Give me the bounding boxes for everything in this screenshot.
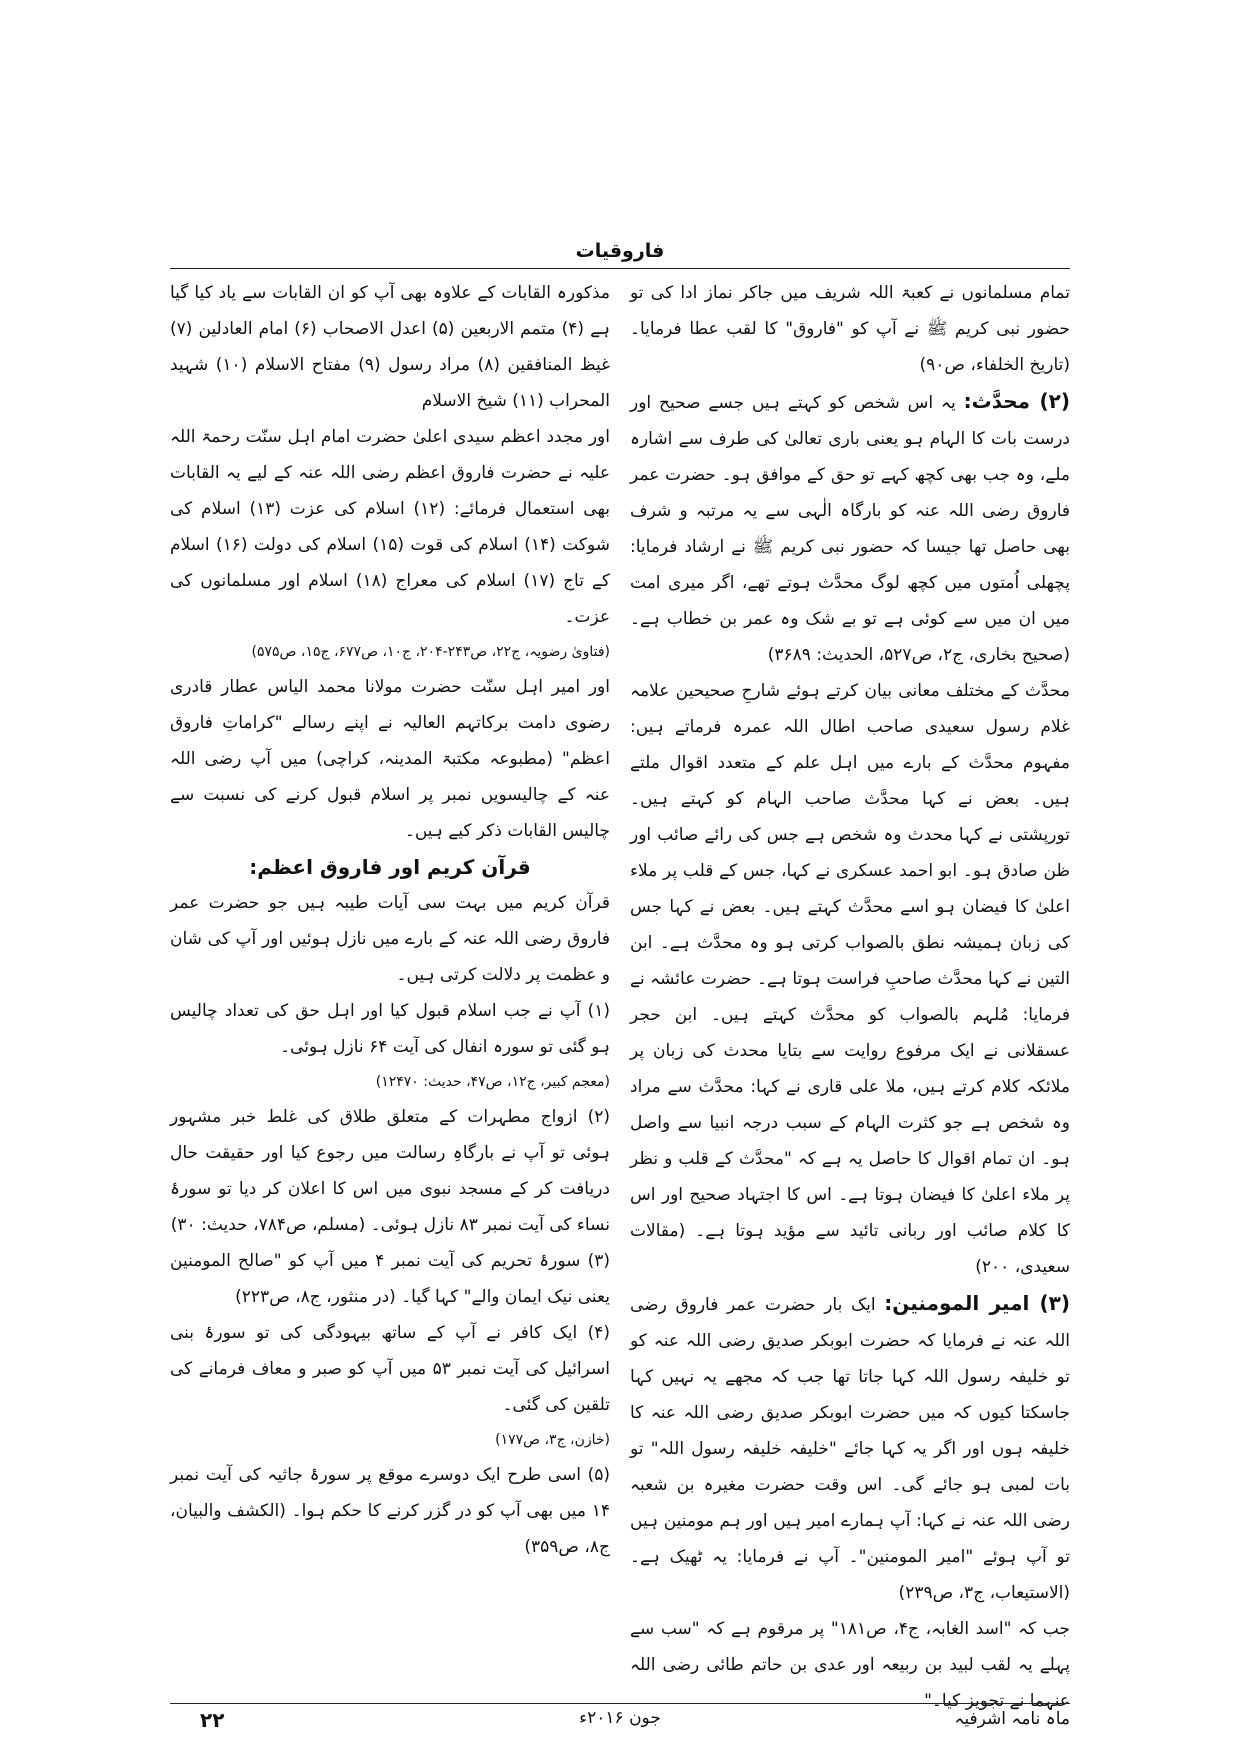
footer-rule bbox=[170, 1703, 1070, 1704]
left-paragraph bbox=[170, 993, 610, 1065]
left-paragraph bbox=[170, 1243, 610, 1315]
right-paragraph bbox=[630, 383, 1070, 673]
paragraph-text: (۵) اسی طرح ایک دوسرے موقع پر سورۂ جاثیہ کی آیت نمبر ۱۴ میں بھی آپ کو در گزر کرنے کا حکم ہوا۔ (الکشف والبیان، ج۸، ص۳۵۹) bbox=[170, 1465, 610, 1557]
paragraph-text: (۱) آپ نے جب اسلام قبول کیا اور اہل حق کی تعداد چالیس ہو گئی تو سورہ انفال کی آیت ۶۴ نازل ہوئی۔ bbox=[170, 1001, 610, 1057]
left-column bbox=[170, 275, 610, 1700]
page-footer bbox=[170, 1708, 1070, 1742]
paragraph-text: اور امیر اہل سنّت حضرت مولانا محمد الیاس عطار قادری رضوی دامت برکاتہم العالیہ نے اپنے رسالے "کراماتِ فاروق اعظم" (مطبوعہ مکتبۃ المدینہ، کراچی) میں آپ رضی اللہ عنہ کے چالیسویں نمبر پر اسلام قبول کرنے کی نسبت سے چالیس القابات ذکر کیے ہیں۔ bbox=[170, 677, 610, 841]
left-citation bbox=[170, 1065, 610, 1099]
magazine-name: ماہ نامہ اشرفیہ bbox=[954, 1709, 1070, 1729]
right-column bbox=[630, 275, 1070, 1711]
paragraph-text: محدَّث کے مختلف معانی بیان کرتے ہوئے شارحِ صحیحین علامہ غلام رسول سعیدی صاحب اطال اللہ عمرہ فرماتے ہیں: مفہوم محدَّث کے بارے میں اہل علم کے متعدد اقوال ملتے ہیں۔ بعض نے کہا محدَّث صاحب الہام کو کہتے ہیں۔ تورپشتی نے کہا محدث وہ شخص ہے جس کی رائے صائب اور ظن صادق ہو۔ ابو احمد عسکری نے کہا، جس کے قلب پر ملاء اعلیٰ کا فیضان ہو اسے محدَّث کہتے ہیں۔ بعض نے کہا جس کی زبان ہمیشہ نطق بالصواب کرتی ہو وہ محدَّث ہے۔ ابن التین نے کہا محدَّث صاحبِ فراست ہوتا ہے۔ حضرت عائشہ نے فرمایا: مُلہم بالصواب کو محدَّث کہتے ہیں۔ ابن حجر عسقلانی نے ایک مرفوع روایت سے بتایا محدث کی زبان پر ملائکہ کلام کرتے ہیں، ملا علی قاری نے کہا: محدَّث سے مراد وہ شخص ہے جو کثرت الہام کے سبب درجہ انبیا سے واصل ہو۔ ان تمام اقوال کا حاصل یہ ہے کہ "محدَّث کے قلب و نظر پر ملاء اعلیٰ کا فیضان ہوتا ہے۔ اس کا اجتہاد صحیح اور اس کا کلام صائب اور ربانی تائید سے مؤید ہوتا ہے۔ (مقالات سعیدی، ۲۰۰) bbox=[630, 681, 1070, 1277]
right-paragraph bbox=[630, 1285, 1070, 1611]
left-paragraph bbox=[170, 669, 610, 849]
issue-date: جون ۲۰۱۶ء bbox=[579, 1708, 661, 1728]
left-subheading bbox=[170, 849, 610, 885]
paragraph-text: (خازن، ج۳، ص۱۷۷) bbox=[495, 1432, 610, 1448]
left-paragraph bbox=[170, 885, 610, 993]
left-citation bbox=[170, 635, 610, 669]
left-paragraph bbox=[170, 419, 610, 635]
paragraph-text: قرآن کریم میں بہت سی آیات طیبہ ہیں جو حضرت عمر فاروق رضی اللہ عنہ کے بارے میں نازل ہوئیں اور آپ کی شان و عظمت پر دلالت کرتی ہیں۔ bbox=[170, 893, 610, 985]
paragraph-text: (۴) ایک کافر نے آپ کے ساتھ بیہودگی کی تو سورۂ بنی اسرائیل کی آیت نمبر ۵۳ میں آپ کو صبر و معاف فرمانے کی تلقین کی گئی۔ bbox=[170, 1323, 610, 1415]
paragraph-text: مذکورہ القابات کے علاوہ بھی آپ کو ان القابات سے یاد کیا گیا ہے (۴) متمم الاربعین (۵) اعدل الاصحاب (۶) امام العادلین (۷) غیظ المنافقین (۸) مراد رسول (۹) مفتاح الاسلام (۱۰) شہید المحراب (۱۱) شیخ الاسلام bbox=[170, 283, 611, 411]
left-paragraph bbox=[170, 1315, 610, 1423]
paragraph-text: (معجم کبیر، ج۱۲، ص۴۷، حدیث: ۱۲۴۷۰) bbox=[375, 1074, 610, 1090]
page-number: ۲۲ bbox=[200, 1708, 225, 1732]
right-paragraph bbox=[630, 673, 1070, 1285]
right-paragraph bbox=[630, 275, 1070, 383]
paragraph-text: جب کہ "اسد الغابہ، ج۴، ص۱۸۱" پر مرقوم ہے کہ "سب سے پہلے یہ لقب لبید بن ربیعہ اور عدی بن حاتم طائی رضی اللہ عنہما نے تجویز کیا۔" bbox=[630, 1619, 1070, 1711]
left-paragraph bbox=[170, 275, 610, 419]
paragraph-text: یہ اس شخص کو کہتے ہیں جسے صحیح اور درست بات کا الہام ہو یعنی باری تعالیٰ کی طرف سے اشارہ ملے، وہ جب بھی کچھ کہے تو حق کے موافق ہو۔ حضرت عمر فاروق رضی اللہ عنہ کو بارگاہ الٰہی سے یہ مرتبہ و شرف بھی حاصل تھا جیسا کہ حضور نبی کریم ﷺ نے ارشاد فرمایا: پچھلی اُمتوں میں کچھ لوگ محدَّث ہوتے تھے، اگر میری امت میں ان میں سے کوئی ہے تو بے شک وہ عمر بن خطاب ہے۔ (صحیح بخاری، ج۲، ص۵۲۷، الحدیث: ۳۶۸۹) bbox=[630, 393, 1070, 665]
left-paragraph bbox=[170, 1457, 610, 1565]
paragraph-text: تمام مسلمانوں نے کعبۃ اللہ شریف میں جاکر نماز ادا کی تو حضور نبی کریم ﷺ نے آپ کو "فاروق" کا لقب عطا فرمایا۔ (تاریخ الخلفاء، ص۹۰) bbox=[630, 283, 1070, 375]
running-title: فاروقیات bbox=[575, 240, 665, 262]
section-lead: (۳) امیر المومنین: bbox=[884, 1291, 1070, 1315]
left-paragraph bbox=[170, 1099, 610, 1243]
paragraph-text: (۲) ازواج مطہرات کے متعلق طلاق کی غلط خبر مشہور ہوئی تو آپ نے بارگاہِ رسالت میں رجوع کیا اور حقیقت حال دریافت کر کے مسجد نبوی میں اس کا اعلان کر دیا تو سورۂ نساء کی آیت نمبر ۸۳ نازل ہوئی۔ (مسلم، ص۷۸۴، حدیث: ۳۰) bbox=[170, 1107, 610, 1235]
left-citation bbox=[170, 1423, 610, 1457]
paragraph-text: اور مجدد اعظم سیدی اعلیٰ حضرت امام اہل سنّت رحمۃ اللہ علیہ نے حضرت فاروق اعظم رضی اللہ عنہ کے لیے یہ القابات بھی استعمال فرمائے: (۱۲) اسلام کی عزت (۱۳) اسلام کی شوکت (۱۴) اسلام کی قوت (۱۵) اسلام کی دولت (۱۶) اسلام کے تاج (۱۷) اسلام کی معراج (۱۸) اسلام اور مسلمانوں کی عزت۔ bbox=[170, 427, 611, 627]
header-rule bbox=[170, 268, 1070, 269]
paragraph-text: قرآن کریم اور فاروق اعظم: bbox=[249, 855, 531, 879]
paragraph-text: ایک بار حضرت عمر فاروق رضی اللہ عنہ نے فرمایا کہ حضرت ابوبکر صدیق رضی اللہ عنہ کو تو خلیفہ رسول اللہ کہا جاتا تھا جب کہ مجھے یہ نہیں کہا جاسکتا کیوں کہ میں حضرت ابوبکر صدیق رضی اللہ عنہ کا خلیفہ ہوں اور اگر یہ کہا جائے "خلیفہ خلیفہ رسول اللہ" تو بات لمبی ہو جائے گی۔ اس وقت حضرت مغیرہ بن شعبہ رضی اللہ عنہ نے کہا: آپ ہمارے امیر ہیں اور ہم مومنین ہیں تو آپ ہوئے "امیر المومنین"۔ آپ نے فرمایا: یہ ٹھیک ہے۔ (الاستیعاب، ج۳، ص۲۳۹) bbox=[630, 1295, 1070, 1603]
paragraph-text: (فتاویٰ رضویہ، ج۲۲، ص۲۴۳-۲۰۴، ج۱۰، ص۶۷۷، ج۱۵، ص۵۷۵) bbox=[251, 644, 610, 660]
section-lead: (۲) محدَّث: bbox=[963, 389, 1070, 413]
paragraph-text: (۳) سورۂ تحریم کی آیت نمبر ۴ میں آپ کو "صالح المومنین یعنی نیک ایمان والے" کہا گیا۔ (در منثور، ج۸، ص۲۲۳) bbox=[170, 1251, 610, 1307]
